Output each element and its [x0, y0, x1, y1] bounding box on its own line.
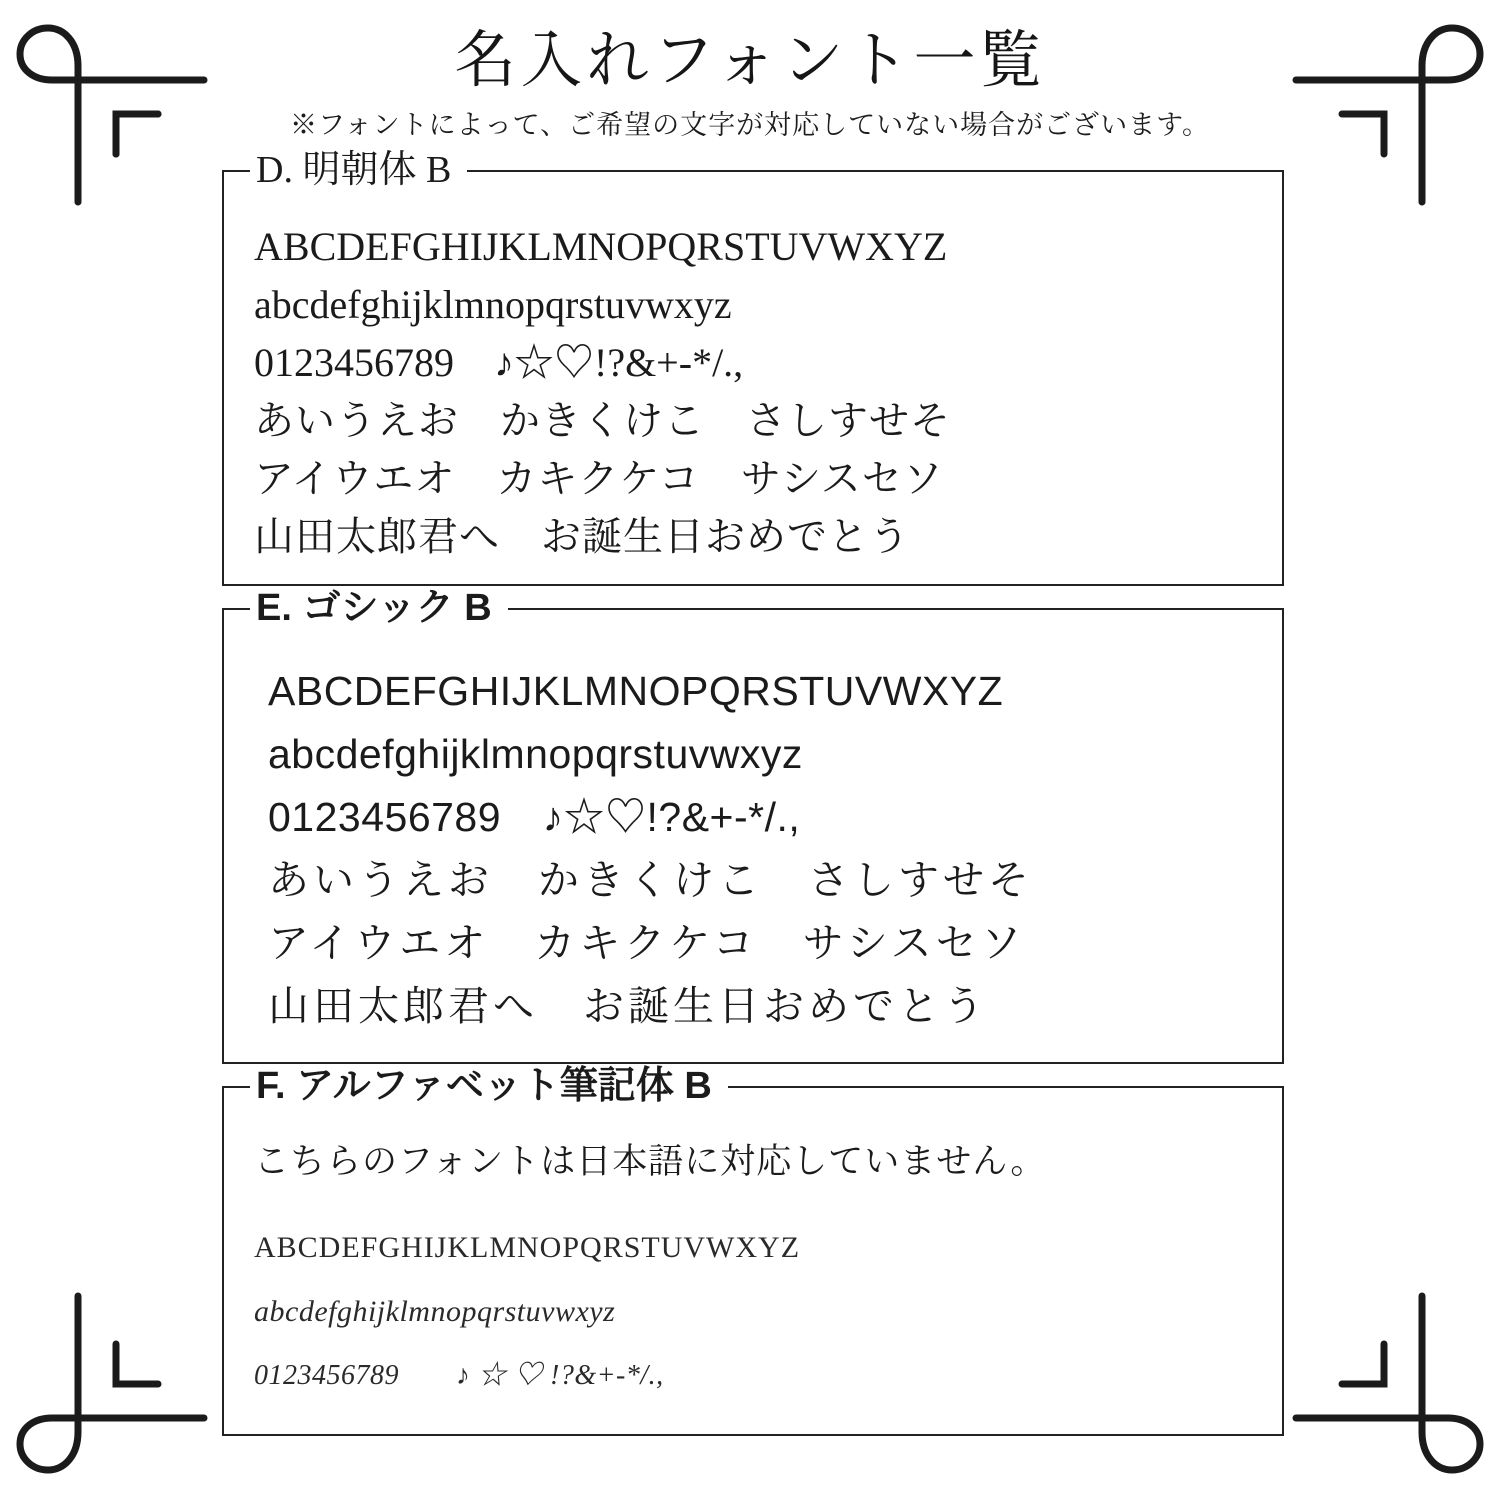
font-sample-font-e — [222, 587, 1284, 1064]
font-sample-body-e — [224, 610, 1282, 1062]
sample-line-hiragana: あいうえお かきくけこ さしすせそ — [254, 398, 951, 443]
sample-line-numbers-symbols: 0123456789 ♪☆♡!?&+-*/., — [268, 794, 801, 840]
font-sample-legend-f: F. アルファベット筆記体 B — [250, 1064, 728, 1108]
sample-line-lowercase: abcdefghijklmnopqrstuvwxyz — [268, 731, 803, 777]
sample-line-uppercase: ABCDEFGHIJKLMNOPQRSTUVWXYZ — [254, 1231, 801, 1264]
font-sample-list — [222, 149, 1284, 1458]
font-sample-body-f — [224, 1088, 1282, 1434]
page-title: 名入れフォント一覧 — [454, 26, 1046, 95]
sample-line-hiragana: あいうえお かきくけこ さしすせそ — [268, 857, 1033, 903]
font-sample-legend-d: D. 明朝体 B — [250, 148, 467, 192]
sample-line-lowercase: abcdefghijklmnopqrstuvwxyz — [254, 1295, 616, 1328]
sample-line-phrase: 山田太郎君へ お誕生日おめでとう — [254, 514, 910, 559]
sample-line-katakana: アイウエオ カキクケコ サシスセソ — [268, 920, 1026, 966]
sample-line-lowercase: abcdefghijklmnopqrstuvwxyz — [254, 282, 732, 327]
font-sample-legend-e: E. ゴシック B — [250, 586, 508, 630]
corner-ornament-bottom-left — [8, 1292, 218, 1492]
font-sample-body-d — [224, 172, 1282, 584]
corner-ornament-bottom-right — [1282, 1292, 1492, 1492]
sample-line-phrase: 山田太郎君へ お誕生日おめでとう — [268, 983, 988, 1029]
sample-line-numbers-symbols: 0123456789 ♪☆♡!?&+-*/., — [254, 340, 744, 385]
font-sample-font-f — [222, 1065, 1284, 1436]
sample-line-uppercase: ABCDEFGHIJKLMNOPQRSTUVWXYZ — [254, 224, 948, 269]
font-sample-note-f: こちらのフォントは日本語に対応していません。 — [254, 1142, 1047, 1181]
sample-line-uppercase: ABCDEFGHIJKLMNOPQRSTUVWXYZ — [268, 668, 1004, 714]
sample-line-numbers-symbols: 0123456789 ♪ ☆ ♡ !?&+-*/., — [254, 1360, 664, 1391]
page-note: ※フォントによって、ご希望の文字が対応していない場合がございます。 — [290, 110, 1210, 140]
sample-line-katakana: アイウエオ カキクケコ サシスセソ — [254, 456, 944, 501]
font-sample-font-d — [222, 149, 1284, 586]
